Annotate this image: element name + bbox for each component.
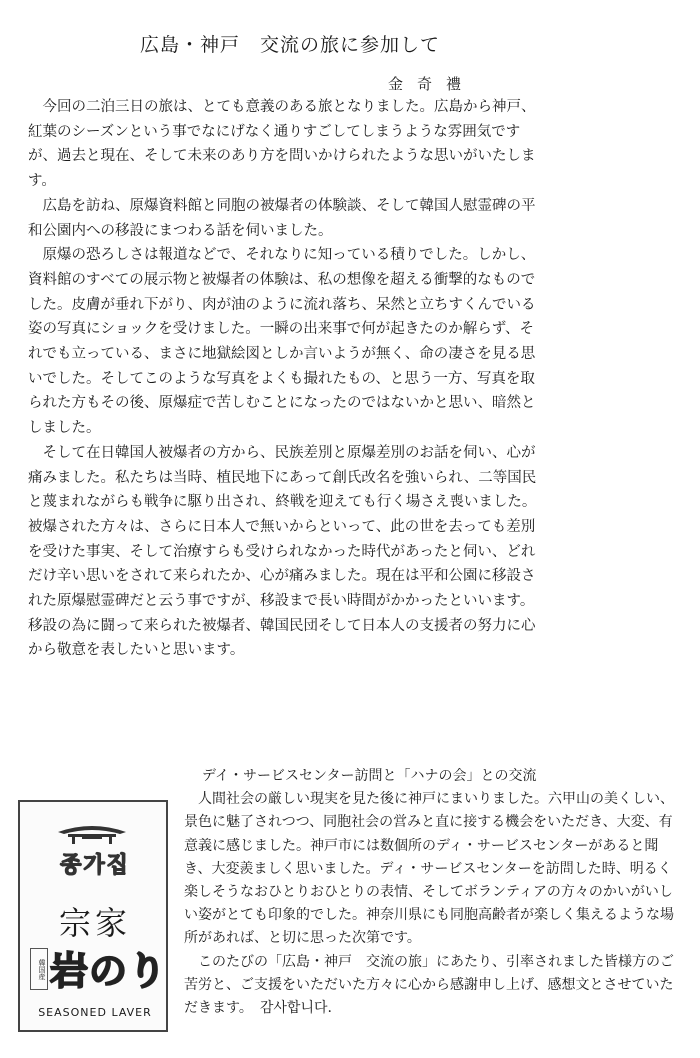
seaweed-package-image bbox=[18, 800, 168, 1032]
author-name: 金奇禮 bbox=[388, 75, 476, 93]
paragraph: 今回の二泊三日の旅は、とても意義のある旅となりました。広島から神戸、紅葉のシーズンという事でなにげなく通りすごしてしまうような雰囲気ですが、過去と現在、そして未来のあり方を問いかけられたような思いがいたします。 bbox=[28, 99, 536, 190]
section2-heading: デイ・サービスセンター訪問と「ハナの会」との交流 bbox=[202, 768, 537, 784]
label-hangul: 종가집 bbox=[60, 853, 130, 878]
paragraph: 人間社会の厳しい現実を見た後に神戸にまいりました。六甲山の美くしい、景色に魅了されつつ、同胞社会の営みと直に接する機会をいただき、大変、有意義に感じました。神戸市には数個所のディ・サービスセンターがあると聞き、大変羨ましく思いました。ディ・サービスセンターを訪問した時、明るく楽しそうなおひとりおひとりの表情、そしてボランティアの方々のかいがいしい姿がとても印象的でした。神奈川県にも同胞高齢者が楽しく集えるような場所があれば、と切に思った次第です。 bbox=[184, 791, 674, 947]
label-stamp: 韓国産 bbox=[30, 948, 48, 990]
roof-icon bbox=[56, 822, 128, 844]
essay-body bbox=[28, 95, 548, 663]
paragraph: このたびの「広島・神戸 交流の旅」にあたり、引率されました皆様方のご苦労と、ご支援をいただいた方々に心から感謝申し上げ、感想文とさせていただきます。 감사합니다. bbox=[184, 953, 674, 1017]
essay-title: 広島・神戸 交流の旅に参加して bbox=[139, 34, 440, 56]
label-brand-line2: 岩のり bbox=[50, 949, 168, 993]
paragraph: そして在日韓国人被爆者の方から、民族差別と原爆差別のお話を伺い、心が痛みました。私たちは当時、植民地下にあって創氏改名を強いられ、二等国民と蔑まれながらも戦争に駆り出され、終戦を迎えても行く場さえ喪いました。被爆された方々は、さらに日本人で無いからといって、此の世を去っても差別を受けた事実、そして治療すらも受けられなかった時代があったと伺い、どれだけ辛い思いをされて来られたか、心が痛みました。現在は平和公園に移設された原爆慰霊碑だと云う事ですが、移設まで長い時間がかかったといいます。移設の為に闘って来られた被爆者、韓国民団そして日本人の支援者の努力に心から敬意を表したいと思います。 bbox=[28, 444, 537, 659]
paragraph: 原爆の恐ろしさは報道などで、それなりに知っている積りでした。しかし、資料館のすべての展示物と被爆者の体験は、私の想像を超える衝撃的なものでした。皮膚が垂れ下がり、肉が油のように流れ落ち、呆然と立ちすくんでいる姿の写真にショックを受けました。一瞬の出来事で何が起きたのか解らず、それでも立っている、まさに地獄絵図としか言いようが無く、命の凄さを見る思いでした。そしてこのような写真をよくも撮れたもの、と思う一方、写真を取られた方もその後、原爆症で苦しむことになったのではないかと思い、暗然としました。 bbox=[28, 247, 536, 437]
label-subtitle: SEASONED LAVER bbox=[38, 1006, 152, 1019]
paragraph: 広島を訪ね、原爆資料館と同胞の被爆者の体験談、そして韓国人慰霊碑の平和公園内への移設にまつわる話を伺いました。 bbox=[28, 197, 536, 239]
section2 bbox=[184, 765, 684, 1020]
label-brand-line1: 宗家 bbox=[58, 904, 131, 942]
